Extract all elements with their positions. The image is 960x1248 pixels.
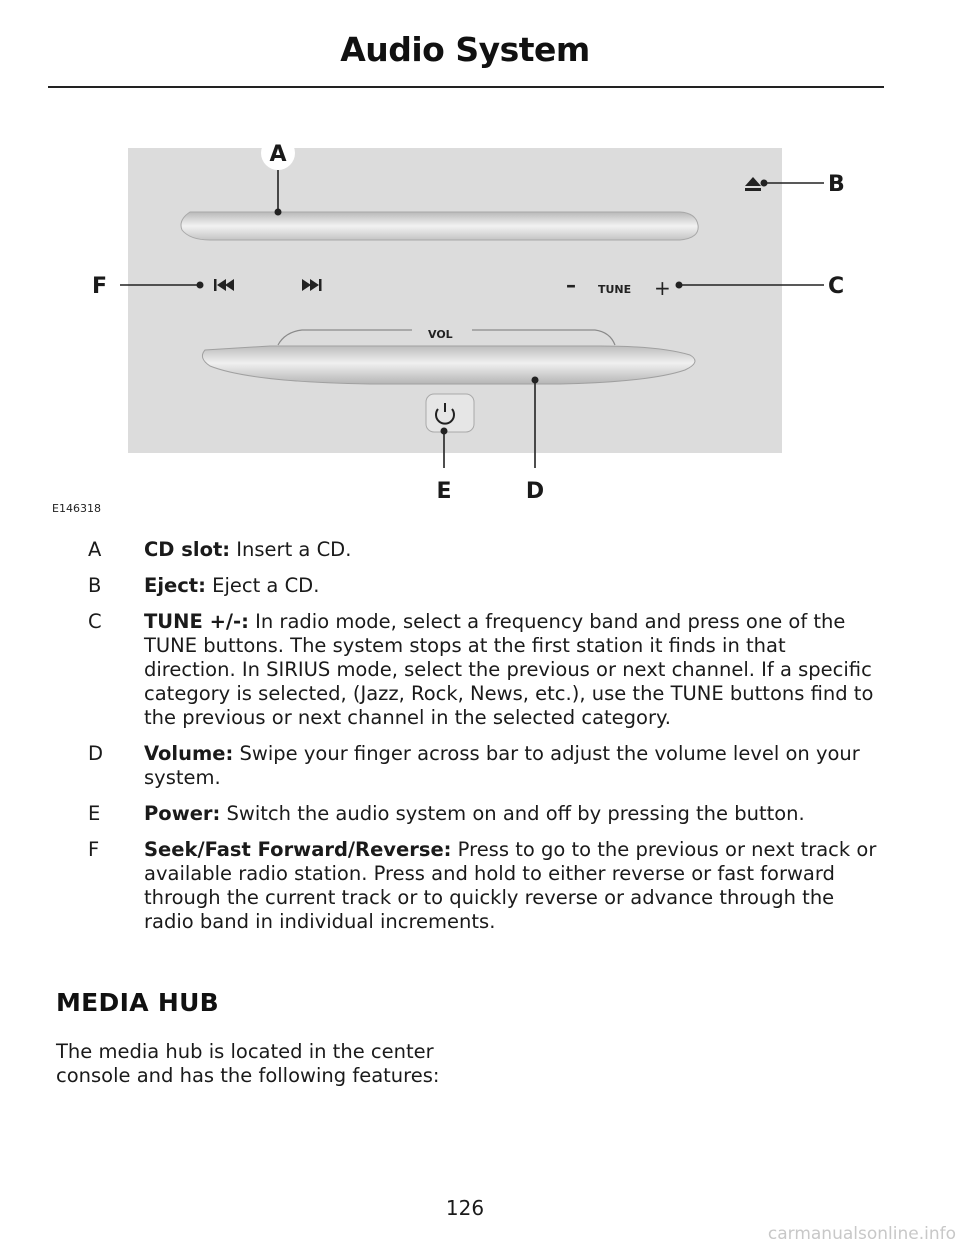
legend-term: TUNE +/-:: [144, 610, 249, 633]
legend-letter: B: [88, 574, 102, 597]
tune-label: TUNE: [598, 283, 632, 296]
legend-text: Eject a CD.: [205, 574, 320, 597]
callout-b-letter: B: [828, 172, 845, 197]
section-heading: MEDIA HUB: [56, 988, 220, 1017]
legend-letter: C: [88, 610, 102, 633]
page-number: 126: [445, 1196, 485, 1220]
legend-term: Power:: [144, 802, 221, 825]
legend-term: Eject:: [144, 574, 206, 597]
legend-letter: E: [88, 802, 101, 825]
legend-text: In radio mode, select a frequency band and press one of the TUNE buttons. The system stops at the first station it finds in that direction. In SIRIUS mode, select the previous or next channel. If a specific category is selected, (Jazz, Rock, News, etc.), use the TUNE buttons find to the previous or next channel in the selected category.: [144, 610, 874, 729]
cd-slot[interactable]: [181, 212, 698, 240]
tune-plus-button[interactable]: +: [654, 276, 671, 300]
power-button[interactable]: [426, 394, 474, 432]
legend-item-tune: [80, 610, 880, 730]
legend-text: Switch the audio system on and off by pressing the button.: [220, 802, 805, 825]
legend-text: Press to go to the previous or next track or available radio station. Press and hold to either reverse or fast forward through the current track or to quickly reverse or advance through the radio band in individual increments.: [144, 838, 877, 933]
callout-a-letter: A: [269, 142, 287, 167]
figure-id: E146318: [52, 502, 101, 515]
tune-minus-button[interactable]: –: [566, 273, 576, 297]
audio-panel-diagram: [40, 120, 900, 520]
watermark: carmanualsonline.info: [767, 1224, 956, 1244]
page-title: Audio System: [340, 30, 590, 69]
callout-d-letter: D: [525, 479, 545, 504]
section-body: The media hub is located in the center console and has the following features:: [56, 1040, 440, 1087]
volume-bar[interactable]: [202, 346, 695, 384]
callout-f-letter: F: [92, 274, 108, 299]
legend-term: CD slot:: [144, 538, 231, 561]
legend-item-seek: [80, 838, 880, 934]
audio-panel-figure: [40, 120, 900, 520]
legend-letter: D: [88, 742, 104, 765]
legend-item-cd-slot: [80, 538, 880, 562]
legend-text: Insert a CD.: [230, 538, 352, 561]
legend-letter: F: [88, 838, 100, 861]
legend-letter: A: [88, 538, 102, 561]
legend-text: Swipe your finger across bar to adjust the volume level on your system.: [144, 742, 860, 789]
legend-list: [80, 538, 880, 946]
callout-c-letter: C: [828, 274, 845, 299]
legend-item-volume: [80, 742, 880, 790]
vol-label: VOL: [428, 328, 453, 341]
legend-item-power: [80, 802, 880, 826]
legend-term: Seek/Fast Forward/Reverse:: [144, 838, 452, 861]
legend-item-eject: [80, 574, 880, 598]
callout-e-letter: E: [436, 479, 452, 504]
header-rule: [48, 86, 884, 88]
legend-term: Volume:: [144, 742, 234, 765]
